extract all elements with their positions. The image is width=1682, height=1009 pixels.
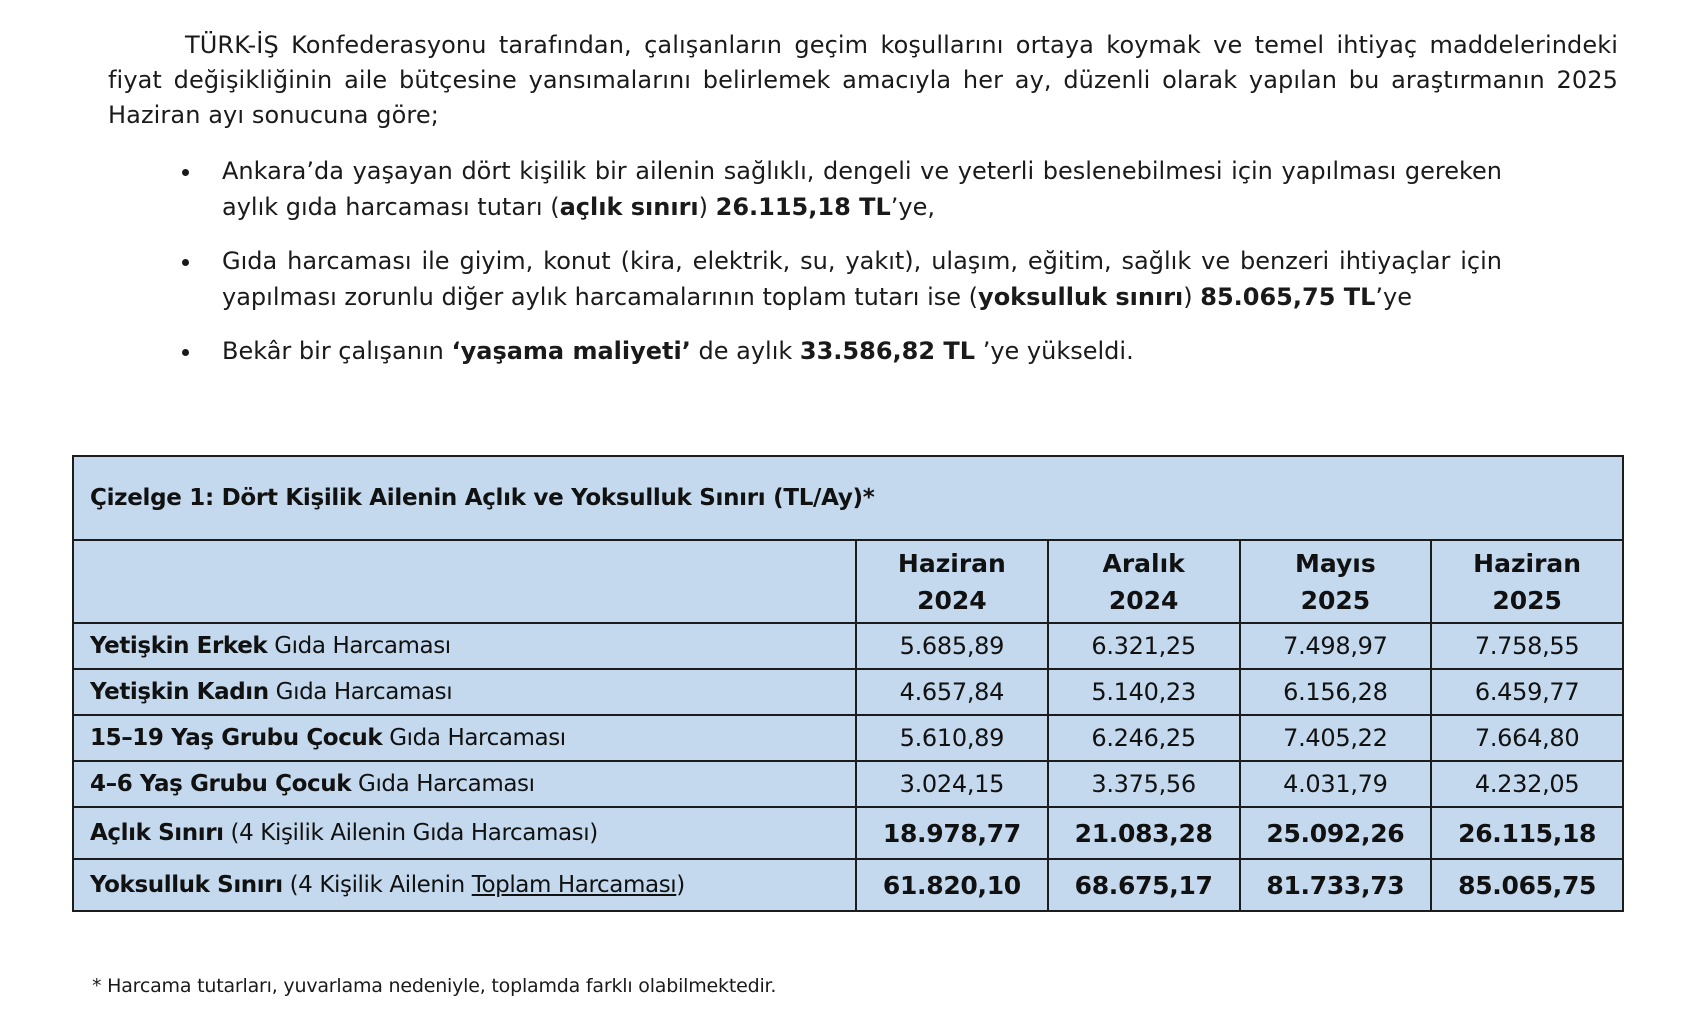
cell-value: 6.459,77 xyxy=(1431,669,1623,715)
row-label: Yetişkin Erkek Gıda Harcaması xyxy=(73,623,856,669)
column-year: 2025 xyxy=(1492,585,1562,615)
bullet-cost-of-living xyxy=(188,334,1502,370)
cell-value: 21.083,28 xyxy=(1048,807,1240,859)
bullet-text: ’ye, xyxy=(890,192,936,221)
bullet-text: Bekâr bir çalışanın xyxy=(222,337,452,365)
column-month: Mayıs xyxy=(1295,548,1376,578)
cell-value: 61.820,10 xyxy=(856,859,1048,911)
cell-value: 4.232,05 xyxy=(1431,761,1623,807)
hunger-poverty-table xyxy=(72,455,1624,912)
row-label: Yetişkin Kadın Gıda Harcaması xyxy=(73,669,856,715)
cell-value: 68.675,17 xyxy=(1048,859,1240,911)
cell-value: 18.978,77 xyxy=(856,807,1048,859)
cell-value: 5.685,89 xyxy=(856,623,1048,669)
bullet-value: 33.586,82 TL xyxy=(799,337,976,365)
intro-text: TÜRK-İŞ Konfederasyonu tarafından, çalışanların geçim koşullarını ortaya koymak ve temel ihtiyaç maddelerindeki fiyat değişikliğinin aile bütçesine yansımalarını belirlemek amacıyla her ay, düzenli olarak yapılan bu araştırmanın 2025 Haziran ayı sonucuna göre; xyxy=(108,31,1618,129)
cell-value: 6.246,25 xyxy=(1048,715,1240,761)
cell-value: 7.405,22 xyxy=(1240,715,1432,761)
bullet-value: 85.065,75 TL xyxy=(1200,282,1376,311)
row-label: 15–19 Yaş Grubu Çocuk Gıda Harcaması xyxy=(73,715,856,761)
table-row-poverty-line xyxy=(73,859,1623,911)
column-year: 2025 xyxy=(1300,585,1371,615)
intro-paragraph xyxy=(108,28,1618,133)
bullet-term: açlık sınırı xyxy=(559,192,699,221)
bullet-text: ) xyxy=(698,192,716,221)
table-row xyxy=(73,623,1623,669)
table-footnote: * Harcama tutarları, yuvarlama nedeniyle, toplamda farklı olabilmektedir. xyxy=(92,975,777,997)
bullet-poverty-line xyxy=(188,244,1502,315)
table-title: Çizelge 1: Dört Kişilik Ailenin Açlık ve Yoksulluk Sınırı (TL/Ay)* xyxy=(73,456,1623,540)
column-header xyxy=(1048,540,1240,623)
row-label: 4–6 Yaş Grubu Çocuk Gıda Harcaması xyxy=(73,761,856,807)
column-month: Haziran xyxy=(897,548,1006,578)
cell-value: 7.664,80 xyxy=(1431,715,1623,761)
column-year: 2024 xyxy=(1108,585,1179,615)
cell-value: 5.610,89 xyxy=(856,715,1048,761)
table-row xyxy=(73,669,1623,715)
bullet-text: ’ye xyxy=(1375,282,1413,311)
column-header xyxy=(1240,540,1432,623)
bullet-text: Gıda harcaması ile giyim, konut (kira, elektrik, su, yakıt), ulaşım, eğitim, sağlık ve benzeri ihtiyaçlar için yapılması zorunlu diğer aylık harcamalarının toplam tutarı ise ( xyxy=(222,247,1502,311)
column-header xyxy=(1431,540,1623,623)
bullet-term: yoksulluk sınırı xyxy=(978,282,1184,311)
table-row xyxy=(73,761,1623,807)
cell-value: 4.657,84 xyxy=(856,669,1048,715)
column-month: Aralık xyxy=(1102,548,1185,578)
cell-value: 7.758,55 xyxy=(1431,623,1623,669)
bullet-text: ) xyxy=(1183,282,1201,311)
column-header xyxy=(856,540,1048,623)
table-row xyxy=(73,715,1623,761)
bullet-text: Ankara’da yaşayan dört kişilik bir ailenin sağlıklı, dengeli ve yeterli beslenebilmesi için yapılması gereken aylık gıda harcaması tutarı ( xyxy=(222,157,1502,221)
table-header-row xyxy=(73,540,1623,623)
bullet-value: 26.115,18 TL xyxy=(715,192,891,221)
column-year: 2024 xyxy=(917,585,987,615)
column-month: Haziran xyxy=(1473,548,1582,578)
cell-value: 4.031,79 xyxy=(1240,761,1432,807)
bullet-dot-icon xyxy=(182,169,189,176)
bullet-hunger-line xyxy=(188,154,1502,225)
cell-value: 3.375,56 xyxy=(1048,761,1240,807)
cell-value: 25.092,26 xyxy=(1240,807,1432,859)
bullet-text: ’ye yükseldi. xyxy=(975,337,1134,365)
header-blank-cell xyxy=(73,540,856,623)
cell-value: 5.140,23 xyxy=(1048,669,1240,715)
cell-value: 26.115,18 xyxy=(1431,807,1623,859)
summary-bullet-list xyxy=(188,154,1502,389)
row-label: Açlık Sınırı (4 Kişilik Ailenin Gıda Harcaması) xyxy=(73,807,856,859)
cell-value: 7.498,97 xyxy=(1240,623,1432,669)
bullet-text: de aylık xyxy=(690,337,800,365)
bullet-dot-icon xyxy=(182,349,189,356)
cell-value: 81.733,73 xyxy=(1240,859,1432,911)
row-label: Yoksulluk Sınırı (4 Kişilik Ailenin Toplam Harcaması) xyxy=(73,859,856,911)
cell-value: 6.156,28 xyxy=(1240,669,1432,715)
cell-value: 3.024,15 xyxy=(856,761,1048,807)
cell-value: 85.065,75 xyxy=(1431,859,1623,911)
table-row-hunger-line xyxy=(73,807,1623,859)
bullet-term: ‘yaşama maliyeti’ xyxy=(451,337,691,365)
bullet-dot-icon xyxy=(182,259,189,266)
cell-value: 6.321,25 xyxy=(1048,623,1240,669)
